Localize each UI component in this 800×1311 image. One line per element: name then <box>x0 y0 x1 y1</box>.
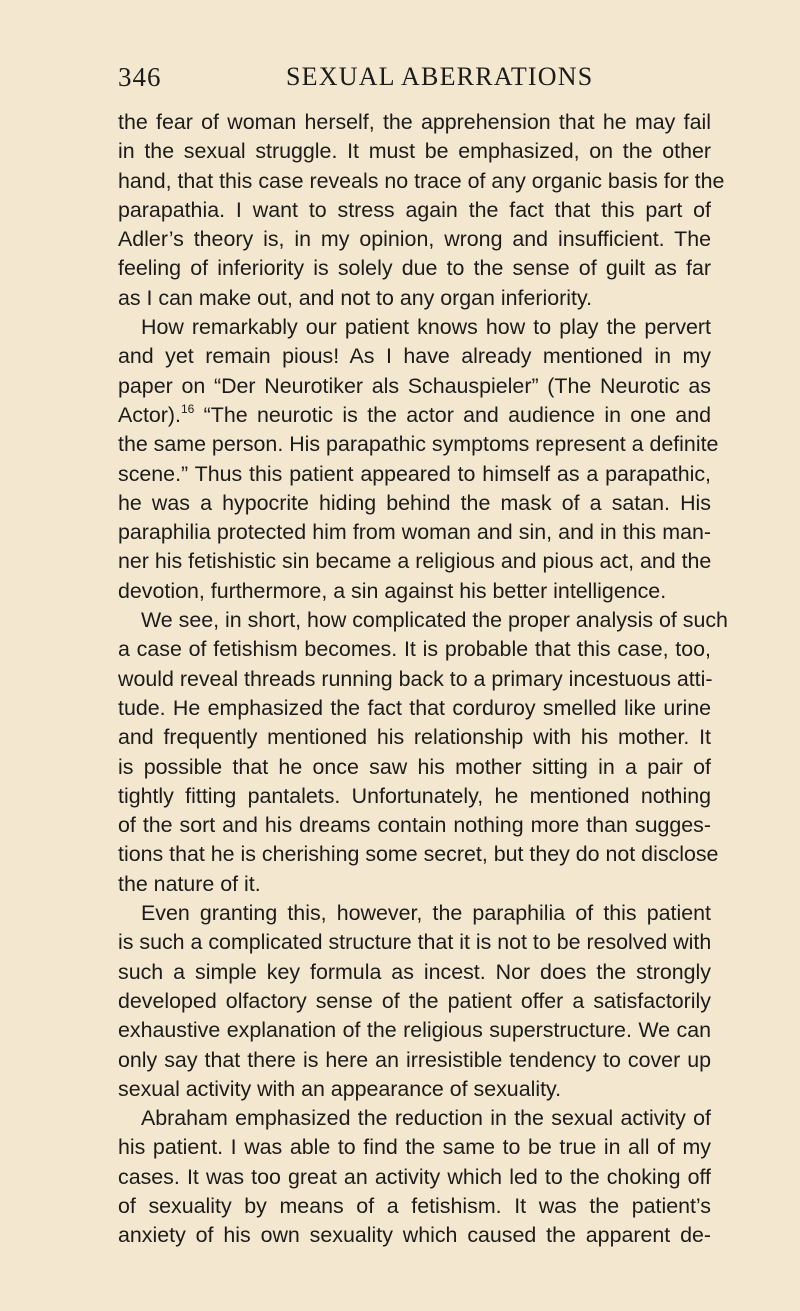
text-line: the fear of woman herself, the apprehension that he may fail <box>118 110 711 134</box>
text-line: Adler’s theory is, in my opinion, wrong and insufficient. The <box>118 227 711 252</box>
running-head <box>118 62 718 102</box>
paragraph-end-line: as I can make out, and not to any organ inferiority. <box>118 285 593 310</box>
text-line: hand, that this case reveals no trace of any organic basis for the <box>118 168 725 193</box>
text-line: tude. He emphasized the fact that corduroy smelled like urine <box>118 695 711 720</box>
text-line: his patient. I was able to find the same to be true in all of my <box>118 1135 711 1160</box>
paragraph-start-line: We see, in short, how complicated the proper analysis of such <box>141 608 728 633</box>
text-line: would reveal threads running back to a primary incestuous atti- <box>118 666 713 691</box>
text-line: only say that there is here an irresistible tendency to cover up <box>118 1047 711 1072</box>
text-line: paper on “Der Neurotiker als Schauspieler” (The Neurotic as <box>118 373 711 398</box>
text-line-with-footnote <box>118 401 711 430</box>
text-line: anxiety of his own sexuality which caused the apparent de- <box>118 1223 711 1248</box>
text-line: exhaustive explanation of the religious superstructure. We can <box>118 1018 711 1043</box>
paragraph-start-line: Abraham emphasized the reduction in the sexual activity of <box>141 1106 711 1131</box>
text-line: is possible that he once saw his mother sitting in a pair of <box>118 754 711 779</box>
paragraph-end-line: devotion, furthermore, a sin against his better intelligence. <box>118 578 667 603</box>
text-line: and yet remain pious! As I have already mentioned in my <box>118 344 711 369</box>
text-fragment: Actor). <box>118 402 181 427</box>
running-title: SEXUAL ABERRATIONS <box>286 62 594 91</box>
text-line: feeling of inferiority is solely due to the sense of guilt as far <box>118 256 711 281</box>
text-line: a case of fetishism becomes. It is probable that this case, too, <box>118 637 711 662</box>
paragraph-end-line: sexual activity with an appearance of sexuality. <box>118 1076 562 1101</box>
text-line: of the sort and his dreams contain nothing more than sugges- <box>118 813 711 838</box>
text-line: tightly fitting pantalets. Unfortunately, he mentioned nothing <box>118 783 711 808</box>
text-line: the same person. His parapathic symptoms represent a definite <box>118 432 719 457</box>
text-fragment: “The neurotic is the actor and audience in one and <box>194 402 711 427</box>
page-number: 346 <box>118 62 162 92</box>
text-line: such a simple key formula as incest. Nor does the strongly <box>118 959 711 984</box>
paragraph-start-line: Even granting this, however, the paraphilia of this patient <box>141 901 711 926</box>
text-line: is such a complicated structure that it is not to be resolved with <box>118 930 712 955</box>
text-line: cases. It was too great an activity which led to the choking off <box>118 1164 711 1189</box>
text-line: scene.” Thus this patient appeared to himself as a parapathic, <box>118 461 711 486</box>
paragraph-start-line: How remarkably our patient knows how to play the pervert <box>141 315 711 340</box>
body-text <box>118 108 728 1251</box>
text-line: paraphilia protected him from woman and sin, and in this man- <box>118 520 711 545</box>
text-line: he was a hypocrite hiding behind the mask of a satan. His <box>118 490 711 515</box>
text-line: tions that he is cherishing some secret, but they do not disclose <box>118 842 719 867</box>
text-line: parapathia. I want to stress again the fact that this part of <box>118 197 711 222</box>
text-line: of sexuality by means of a fetishism. It was the patient’s <box>118 1193 711 1218</box>
paragraph-end-line: the nature of it. <box>118 871 261 896</box>
text-line: and frequently mentioned his relationship with his mother. It <box>118 725 711 750</box>
text-line: ner his fetishistic sin became a religious and pious act, and the <box>118 549 712 574</box>
footnote-reference: 16 <box>181 401 195 416</box>
text-line: in the sexual struggle. It must be emphasized, on the other <box>118 139 711 164</box>
text-line: developed olfactory sense of the patient offer a satisfactorily <box>118 988 711 1013</box>
